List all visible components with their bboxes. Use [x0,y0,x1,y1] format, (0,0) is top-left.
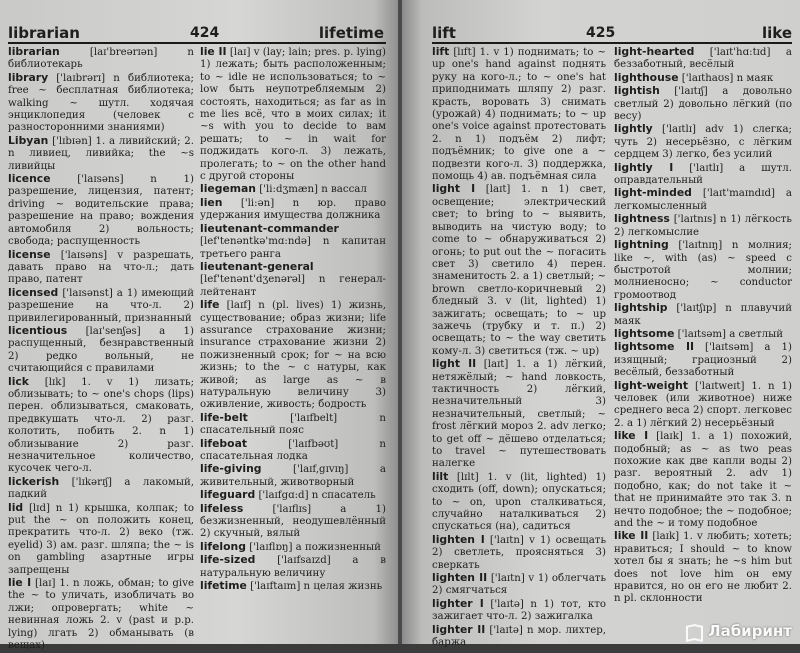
entry-definition: ['laɪsəns] n 1) разрешение, лицензия, патент; driving ~ водительские права; разрешение на право; вождения автомобиля 2) вольность; свобода; распущенность [8,174,194,248]
entry-definition: ['laɪtlɪ] adv 1) слегка; чуть 2) несерьёзно, с лёгким сердцем 3) легко, без усилий [614,124,792,161]
entry-headword: lifeguard [200,488,256,502]
dictionary-entry [614,85,792,123]
entry-headword: lilt [432,469,449,483]
dictionary-entry [200,46,386,183]
right-page-number: 425 [586,25,616,41]
entry-definition: ['laɪtɪʃ] a довольно светлый 2) довольно лёгкий (по весу) [614,86,792,123]
dictionary-entry [432,471,606,534]
left-page [0,0,398,652]
dictionary-entry [200,438,386,464]
entry-definition: ['laɪtn] v 1) освещать 2) светлеть, проясняться 3) сверкать [432,534,606,571]
entry-headword: lie II [200,45,227,58]
entry-headword: lightship [614,301,668,315]
right-header-last-word: like [761,24,792,42]
right-column-1 [432,45,606,649]
dictionary-entry [8,376,194,476]
entry-definition: [lɪlt] 1. v (lit, lighted) 1) сходить (off, down); опускаться; to ~ on, upon сталкиваться, случайно наталкиваться 2) спускаться (на), садиться [432,471,606,533]
dictionary-entry [200,554,386,580]
entry-headword: lighthouse [614,70,679,84]
entry-definition: [laɪ'senʃəs] a 1) распущенный, безнравственный 2) редко вольный, не считающийся с правилами [8,325,194,375]
left-header-first-word: librarian [8,24,80,42]
dictionary-entry [614,530,792,605]
entry-headword: lid [8,500,24,514]
dictionary-entry [8,287,194,325]
dictionary-entry [200,412,386,438]
entry-headword: licensed [8,285,59,299]
entry-headword: lie I [8,576,32,590]
entry-headword: light-minded [614,186,692,200]
left-header-last-word: lifetime [318,24,384,42]
left-page-number: 424 [190,25,220,41]
entry-headword: lightly [614,122,653,136]
entry-definition: ['laɪfgɑ:d] n спасатель [258,490,376,502]
dictionary-entry [432,46,606,183]
entry-definition: [laɪk] 1. v любить; хотеть; нравиться; I should ~ to know хотел бы я знать; he ~s him but does not love him он ему нравится, но он его не любит 2. n pl. склонности [614,531,792,605]
entry-headword: librarian [8,45,60,58]
entry-headword: lighten II [432,571,488,585]
dictionary-entry [614,302,792,328]
entry-headword: like II [614,529,649,543]
entry-headword: lifeboat [200,436,248,450]
entry-definition: ['li:dʒmæn] n вассал [259,184,367,196]
entry-definition: ['lɪbɪən] 1. a ливийский; 2. n ливиец, ливийка; the ~s ливийцы [8,135,194,172]
entry-definition: ['laɪtsəm] a светлый [677,328,784,340]
dictionary-entry [614,430,792,530]
dictionary-entry [432,183,606,358]
dictionary-entry [614,123,792,161]
dictionary-entry [432,572,606,598]
dictionary-entry [200,299,386,412]
entry-headword: lieutenant-commander [200,221,339,235]
entry-definition: [lɪk] 1. v 1) лизать; облизывать; to ~ one's chops (lips) перен. облизываться, смаковать, предвкушать что-л. 2) разг. колотить, побить 2. n 1) облизывание 2) разг. незначительное количество, кусочек чего-л. [8,376,194,475]
entry-definition: ['laɪfbəʊt] n спасательная лодка [200,438,386,462]
entry-definition: ['laɪf,gɪvɪŋ] a живительный, животворный [200,464,386,488]
dictionary-entry [432,534,606,572]
entry-definition: ['laɪfsaɪzd] a в натуральную величину [200,555,386,579]
entry-headword: light-hearted [614,45,695,58]
dictionary-entry [200,503,386,541]
entry-definition: [laɪ] v (lay; lain; pres. p. lying) 1) лежать; быть расположенным; to ~ idle не использоваться; to ~ low быть неупотребляемым 2) состоять, находиться; as far as in me lies всё, что в моих силах; it ~s with you to decide to вам решать; to ~ in wait for поджидать кого-л. 3) лежать, пролегать; to ~ on the other hand с другой стороны [200,47,386,183]
dictionary-entry [614,213,792,239]
entry-definition: [lef'tenənt'dʒenərəl] n генерал-лейтенант [200,274,386,298]
dictionary-entry [432,598,606,624]
entry-headword: light-weight [614,378,689,392]
entry-headword: liegeman [200,182,256,196]
entry-definition: ['laɪtʃɪp] n плавучий маяк [614,303,792,327]
entry-definition: [laɪ] 1. n ложь, обман; to give the ~ to уличать, изобличать во лжи; опровергать; white ~ невинная ложь 2. v (past и p.p. lying) лгать 2) обманывать (в вещах) [8,578,194,652]
dictionary-entry [200,261,386,299]
dictionary-entry [8,249,194,287]
entry-headword: like I [614,429,649,443]
entry-headword: life-giving [200,462,262,476]
entry-definition: ['laɪtn] v 1) облегчать 2) смягчаться [432,573,606,597]
dictionary-entry [200,197,386,223]
dictionary-entry [614,328,792,341]
dictionary-entry [8,72,194,135]
entry-definition: ['laɪtə] n мор. лихтер, баржа [432,624,606,649]
entry-definition: ['laɪtnɪs] n 1) лёгкость 2) легкомыслие [614,214,792,238]
entry-definition: [lɪft] 1. v 1) поднимать; to ~ up one's hand against поднять руку на кого-л.; to ~ one's hat приподнимать шляпу 2) разг. красть, воровать 3) снимать (урожай) 4) поднимать; to ~ up one's voice against протестовать 2. n 1) подъём 2) лифт; подъёмник; to give one a ~ подвезти кого-л. 3) поддержка, помощь 4) ав. подъёмная сила [432,47,606,183]
entry-definition: ['laɪtnɪŋ] n молния; like ~, with (as) ~ speed с быстротой молнии; молниеносно; ~ conductor громоотвод [614,240,792,301]
entry-definition: [laɪt] 1. n 1) свет, освещение; электрический свет; to bring to ~ выявить, выводить на чистую воду; to come to ~ обнаруживаться 2) огонь; to put out the ~ погасить свет 3) светило 4) перен. знаменитость 2. a 1) светлый; ~ brown светло-коричневый 2) бледный 3. v (lit, lighted) 1) зажигать; освещать; to ~ up зажечь (трубку и т. п.) 2) освещать; to ~ the way светить кому-л. 3) светиться (тж. ~ up) [432,184,606,357]
right-column-2 [614,46,792,638]
entry-definition: ['lɪkərɪʃ] a лакомый, падкий [8,476,194,501]
entry-headword: light II [432,357,477,371]
entry-definition: ['laɪtlɪ] a шутл. оправдательный [614,162,792,187]
entry-headword: lighter II [432,622,486,636]
dictionary-entry [200,183,386,196]
entry-definition: ['laɪtsəm] a 1) изящный; грациозный 2) весёлый, беззаботный [614,342,792,379]
entry-headword: lickerish [8,474,60,488]
entry-definition: [laɪf] n (pl. lives) 1) жизнь, существование; образ жизни; life assurance страхование жизни; insurance страхование жизни 2) пожизненный срок; for ~ на всю жизнь; to the ~ с натуры, как живой; as large as ~ в натуральную величину 3) оживление, живость; бодрость [200,300,386,411]
entry-definition: ['laɪthaʊs] n маяк [681,72,774,84]
dictionary-entry [614,239,792,302]
dictionary-entry [432,358,606,471]
dictionary-entry [200,580,386,593]
dictionary-entry [614,380,792,431]
dictionary-entry [8,502,194,577]
entry-headword: life [200,298,220,312]
right-page-header [432,18,794,44]
dictionary-entry [8,325,194,376]
dictionary-entry [8,173,194,248]
entry-definition: [lɪd] n 1) крышка, колпак; to put the ~ on положить конец, прекратить что-л. 2) веко (тж. eyelid) 3) ам. разг. шляпа; the ~ is on gambling азартные игры запрещены [8,502,194,576]
entry-headword: lightness [614,212,670,226]
entry-definition: ['laɪfbelt] n спасательный пояс [200,412,386,437]
entry-headword: light I [432,182,476,196]
entry-headword: lifeless [200,501,244,515]
dictionary-entry [200,463,386,489]
entry-definition: ['laɪflɒŋ] a пожизненный [249,541,381,553]
dictionary-entry [614,187,792,213]
entry-headword: lifelong [200,539,246,553]
entry-headword: life-belt [200,410,248,424]
entry-headword: lieutenant-general [200,259,314,273]
entry-headword: lift [432,45,450,58]
entry-definition: ['laɪftaɪm] n целая жизнь [250,581,383,593]
dictionary-entry [614,341,792,379]
dictionary-entry [200,223,386,261]
dictionary-entry [614,46,792,72]
left-column-1 [8,45,194,652]
dictionary-entry [614,72,792,85]
dictionary-entry [8,46,194,72]
entry-headword: license [8,247,51,261]
entry-definition: ['laɪbrərɪ] n библиотека; free ~ бесплатная библиотека; walking ~ шутл. ходячая энциклопедия (человек с разносторонними знаниями) [8,72,194,134]
entry-definition: [lef'tenəntkə'mɑ:ndə] n капитан третьего ранга [200,236,386,260]
entry-headword: life-sized [200,553,256,567]
dictionary-entry [200,489,386,502]
entry-headword: library [8,70,49,84]
book-icon [684,622,704,640]
entry-headword: lick [8,374,29,388]
dictionary-entry [8,476,194,502]
entry-definition: ['laɪsənst] a 1) имеющий разрешение на что-л. 2) привилегированный, признанный [8,287,194,324]
labirint-watermark [684,622,792,640]
dictionary-entry [8,577,194,652]
entry-headword: lightish [614,84,660,98]
entry-headword: lighter I [432,596,484,610]
dictionary-entry [432,624,606,650]
entry-headword: licence [8,172,51,186]
entry-headword: lien [200,195,223,209]
left-column-2 [200,46,386,638]
entry-headword: licentious [8,323,68,337]
dictionary-entry [614,162,792,188]
entry-definition: ['li:ən] n юр. право удержания имущества должника [200,197,386,222]
entry-headword: Libyan [8,133,49,147]
right-page [402,0,800,649]
watermark-text: Лабиринт [708,622,792,640]
entry-headword: lightning [614,238,669,252]
entry-definition: ['laɪsəns] v разрешать, давать право на что-л.; дать право, патент [8,249,194,286]
left-header-rule [8,42,386,44]
entry-headword: lightsome [614,326,675,340]
left-page-header [8,18,388,44]
entry-definition: ['laɪflɪs] a 1) безжизненный, неодушевлённый 2) скучный, вялый [200,503,386,540]
entry-headword: lifetime [200,579,247,593]
right-header-rule [432,42,792,44]
entry-headword: lightly I [614,160,674,174]
dictionary-entry [200,541,386,554]
entry-headword: lightsome II [614,340,694,354]
entry-definition: [laɪk] 1. a 1) похожий, подобный; as ~ as two peas похожие как две капли воды 2) разг. вероятный 2. adv 1) подобно, как; do not take it ~ that не принимайте это так 3. n нечто подобное; the ~ подобное; and the ~ и тому подобное [614,431,792,530]
dictionary-entry [8,135,194,173]
right-header-first-word: lift [432,24,456,42]
entry-definition: ['laɪt'hɑ:tɪd] a беззаботный, весёлый [614,47,792,71]
entry-definition: ['laɪt'maɪndɪd] a легкомысленный [614,188,792,212]
entry-definition: ['laɪtweɪt] 1. n 1) человек (или животное) ниже среднего веса 2) спорт. легковес 2. a 1) лёгкий 2) несерьёзный [614,380,792,429]
entry-definition: [laɪ'breərɪən] n библиотекарь [8,47,194,71]
entry-definition: [laɪt] 1. a 1) лёгкий, нетяжёлый; ~ hand ловкость, тактичность 2) лёгкий, незначительный 3) незначительный, светлый; ~ frost лёгкий мороз 2. adv легко; to get off ~ дёшево отделаться; to travel ~ путешествовать налегке [432,359,606,470]
entry-definition: ['laɪtə] n 1) тот, кто зажигает что-л. 2) зажигалка [432,598,606,623]
entry-headword: lighten I [432,532,485,546]
